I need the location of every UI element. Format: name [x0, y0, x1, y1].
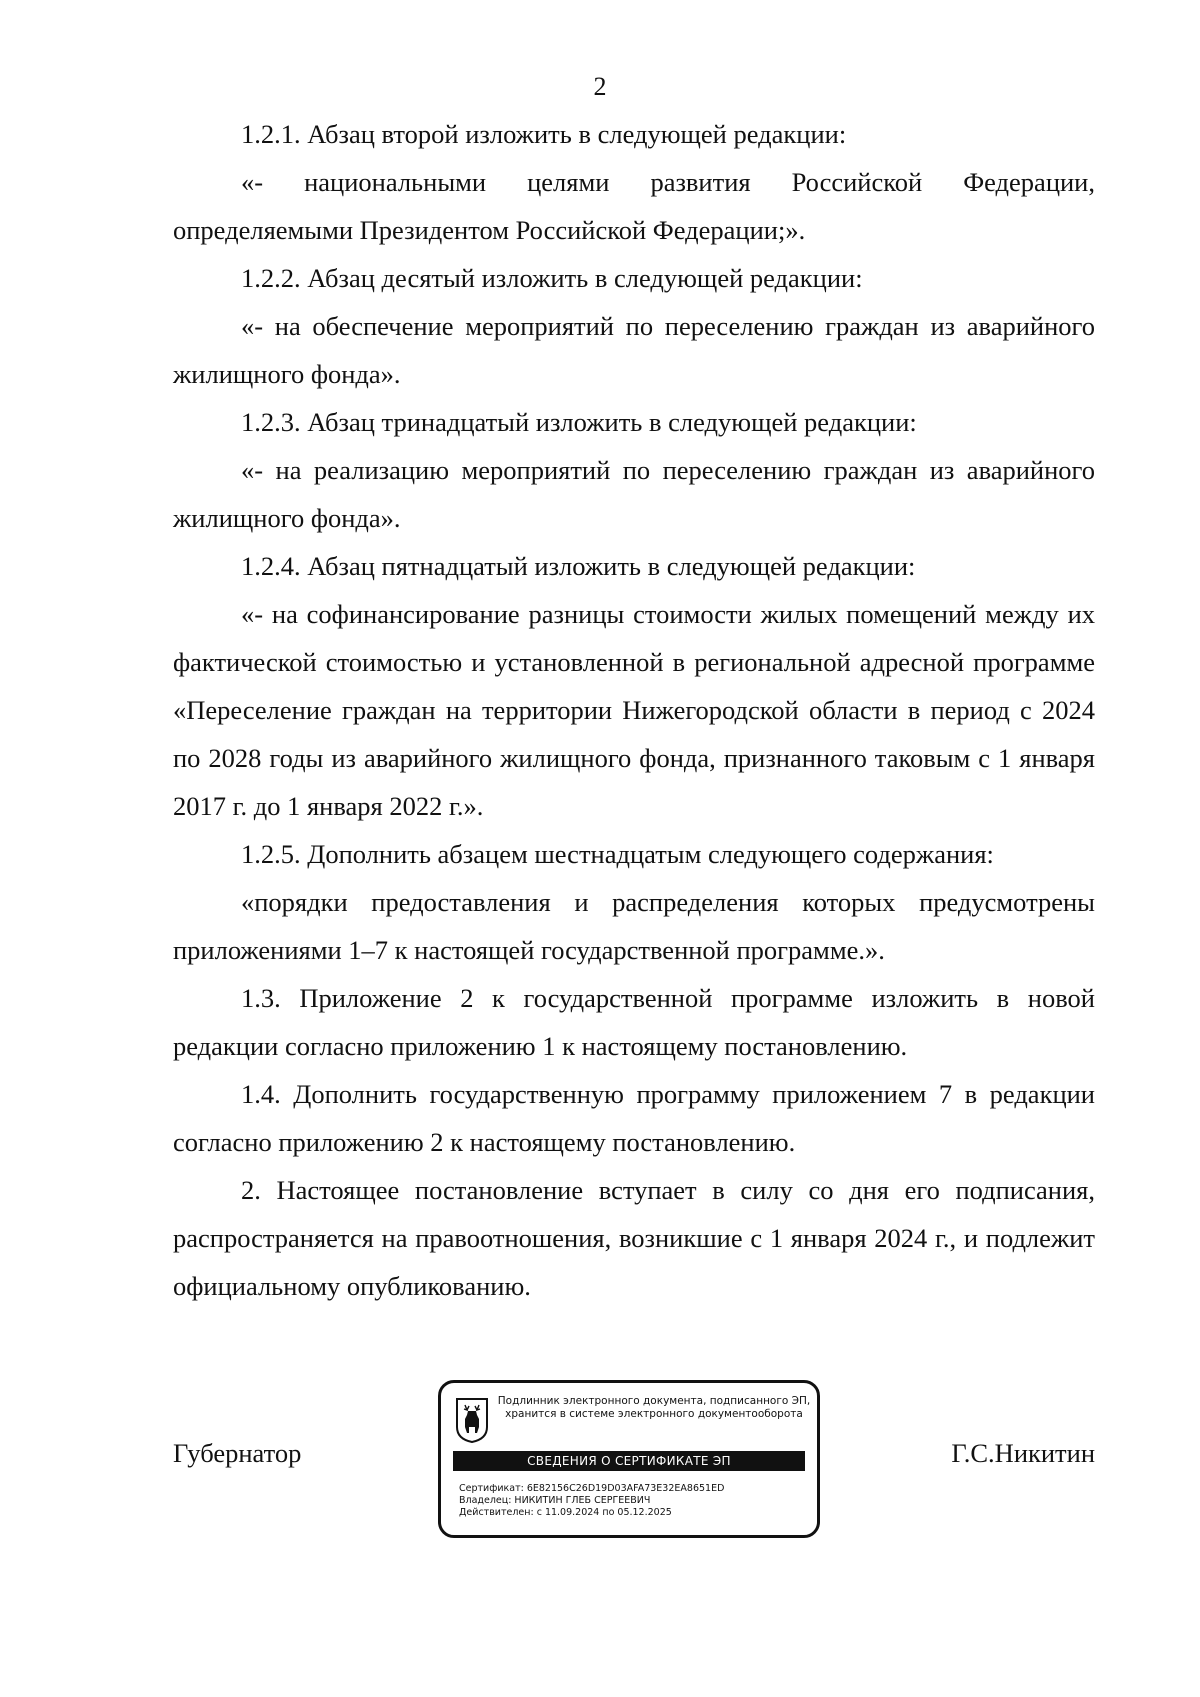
- document-body: [173, 110, 1095, 1310]
- stamp-header-line-2: хранится в системе электронного документооборота: [505, 1408, 803, 1420]
- paragraph-1-3: 1.3. Приложение 2 к государственной программе изложить в новой редакции согласно приложению 1 к настоящему постановлению.: [173, 983, 1095, 1061]
- paragraph-1-2-1: 1.2.1. Абзац второй изложить в следующей редакции:: [241, 119, 847, 149]
- certificate-owner: Владелец: НИКИТИН ГЛЕБ СЕРГЕЕВИЧ: [459, 1495, 651, 1506]
- stamp-header: [495, 1395, 813, 1421]
- page-number: 2: [593, 72, 607, 101]
- paragraph-quote-1: «- национальными целями развития Российской Федерации, определяемыми Президентом Российской Федерации;».: [173, 167, 1095, 245]
- paragraph-quote-5: «порядки предоставления и распределения которых предусмотрены приложениями 1–7 к настоящей государственной программе.».: [173, 887, 1095, 965]
- signer-title: Губернатор: [173, 1438, 302, 1468]
- stamp-details: [459, 1483, 724, 1519]
- paragraph-1-2-4: 1.2.4. Абзац пятнадцатый изложить в следующей редакции:: [241, 551, 916, 581]
- electronic-signature-stamp: [438, 1380, 820, 1538]
- stamp-header-line-1: Подлинник электронного документа, подписанного ЭП,: [497, 1395, 811, 1407]
- paragraph-quote-2: «- на обеспечение мероприятий по переселению граждан из аварийного жилищного фонда».: [173, 311, 1095, 389]
- paragraph-1-4: 1.4. Дополнить государственную программу приложением 7 в редакции согласно приложению 2 к настоящему постановлению.: [173, 1079, 1095, 1157]
- paragraph-1-2-3: 1.2.3. Абзац тринадцатый изложить в следующей редакции:: [241, 407, 917, 437]
- paragraph-1-2-5: 1.2.5. Дополнить абзацем шестнадцатым следующего содержания:: [241, 839, 994, 869]
- paragraph-2: 2. Настоящее постановление вступает в силу со дня его подписания, распространяется на правоотношения, возникшие с 1 января 2024 г., и подлежит официальному опубликованию.: [173, 1175, 1095, 1301]
- certificate-number: Сертификат: 6E82156C26D19D03AFA73E32EA8651ED: [459, 1483, 725, 1494]
- paragraph-quote-4: «- на софинансирование разницы стоимости жилых помещений между их фактической стоимостью и установленной в региональной адресной программе «Переселение граждан на территории Нижегородской области в период с 2024 по 2028 годы из аварийного жилищного фонда, признанного таковым с 1 января 2017 г. до 1 января 2022 г.».: [173, 599, 1095, 821]
- certificate-validity: Действителен: с 11.09.2024 по 05.12.2025: [459, 1507, 672, 1518]
- signer-name: Г.С.Никитин: [951, 1438, 1095, 1468]
- paragraph-1-2-2: 1.2.2. Абзац десятый изложить в следующей редакции:: [241, 263, 863, 293]
- stamp-title-bar: СВЕДЕНИЯ О СЕРТИФИКАТЕ ЭП: [453, 1451, 805, 1471]
- deer-emblem-icon: [455, 1397, 489, 1443]
- paragraph-quote-3: «- на реализацию мероприятий по переселению граждан из аварийного жилищного фонда».: [173, 455, 1095, 533]
- signature-block: [173, 1380, 1095, 1540]
